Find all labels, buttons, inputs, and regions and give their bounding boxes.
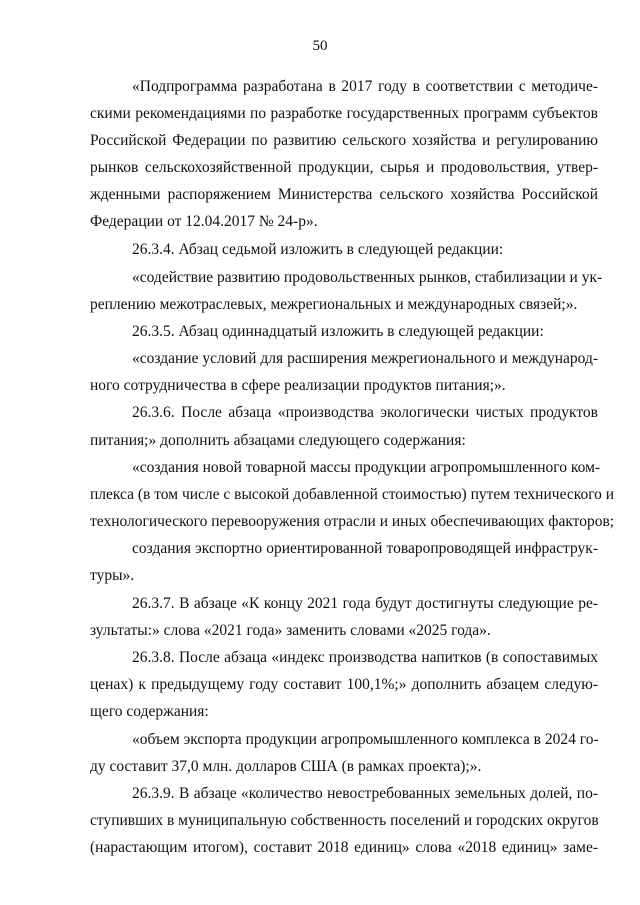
text-line: рынков сельскохозяйственной продукции, сырья и продовольствия, утвер-: [90, 159, 598, 176]
text-line: реплению межотраслевых, межрегиональных и международных связей;».: [90, 296, 578, 313]
text-line: ценах) к предыдущему году составит 100,1%;» дополнить абзацем следую-: [90, 676, 598, 693]
text-line: щего содержания:: [90, 703, 209, 720]
text-line: 26.3.5. Абзац одиннадцатый изложить в следующей редакции:: [132, 323, 544, 340]
text-line: Российской Федерации по развитию сельского хозяйства и регулированию: [90, 132, 598, 149]
text-line: зультаты:» слова «2021 года» заменить словами «2025 года».: [90, 622, 491, 639]
text-line: 26.3.9. В абзаце «количество невостребованных земельных долей, по-: [132, 785, 598, 802]
text-line: ступивших в муниципальную собственность поселений и городских округов: [90, 812, 599, 829]
text-line: ду составит 37,0 млн. долларов США (в рамках проекта);».: [90, 758, 482, 775]
text-line: «создания новой товарной массы продукции агропромышленного ком-: [132, 459, 601, 476]
text-line: (нарастающим итогом), составит 2018 единиц» слова «2018 единиц» заме-: [90, 839, 598, 856]
text-line: питания;» дополнить абзацами следующего содержания:: [90, 432, 466, 449]
text-line: «создание условий для расширения межрегионального и международ-: [132, 350, 598, 367]
text-line: скими рекомендациями по разработке государственных программ субъектов: [90, 105, 598, 122]
text-line: 26.3.8. После абзаца «индекс производства напитков (в сопоставимых: [132, 649, 598, 666]
text-line: Федерации от 12.04.2017 № 24-р».: [90, 213, 318, 230]
text-line: плекса (в том числе с высокой добавленной стоимостью) путем технического и: [90, 486, 615, 503]
text-line: жденными распоряжением Министерства сельского хозяйства Российской: [90, 186, 598, 203]
text-line: «объем экспорта продукции агропромышленного комплекса в 2024 го-: [132, 731, 599, 748]
text-line: 26.3.7. В абзаце «К концу 2021 года будут достигнуты следующие ре-: [132, 595, 598, 612]
text-line: «содействие развитию продовольственных рынков, стабилизации и ук-: [132, 269, 603, 286]
text-line: ного сотрудничества в сфере реализации продуктов питания;».: [90, 377, 506, 394]
text-line: 26.3.4. Абзац седьмой изложить в следующей редакции:: [132, 241, 504, 258]
text-line: туры».: [90, 567, 135, 584]
text-line: технологического перевооружения отрасли и иных обеспечивающих факторов;: [90, 513, 615, 530]
page-number: 50: [312, 38, 328, 54]
text-line: создания экспортно ориентированной товаропроводящей инфраструк-: [132, 540, 598, 557]
text-line: 26.3.6. После абзаца «производства экологически чистых продуктов: [132, 404, 598, 421]
text-line: «Подпрограмма разработана в 2017 году в соответствии с методиче-: [132, 78, 598, 95]
